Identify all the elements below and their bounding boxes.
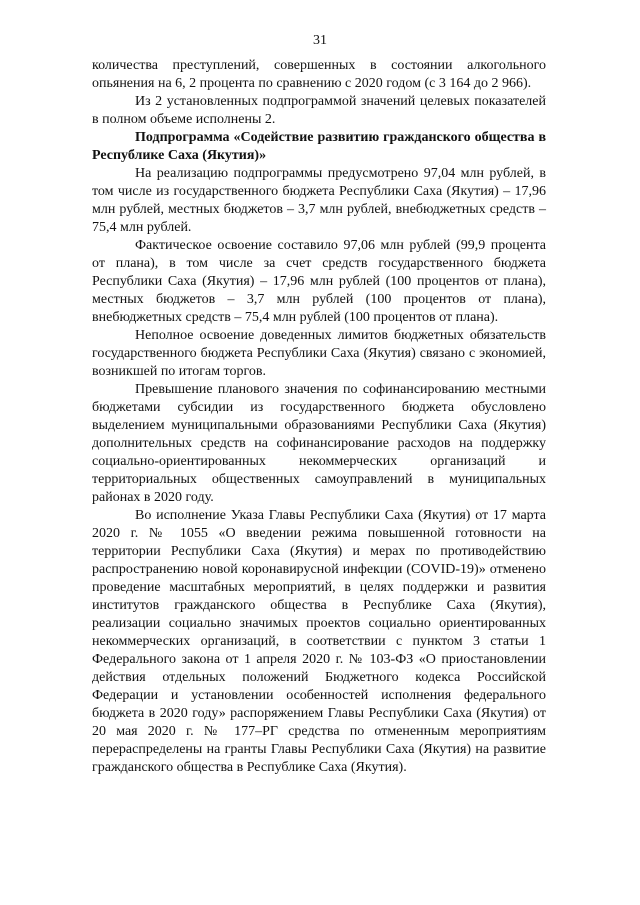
paragraph-covid-decree: Во исполнение Указа Главы Республики Саха (Якутия) от 17 марта 2020 г. № 1055 «О введении режима повышенной готовности на территории Республики Саха (Якутия) и мерах по противодействию распространению новой коронавирусной инфекции (COVID-19)» отменено проведение масштабных мероприятий, в целях поддержки и развития институтов гражданского общества в Республике Саха (Якутия), реализации социально значимых проектов социально ориентированных некоммерческих организаций, в соответствии с пунктом 3 статьи 1 Федерального закона от 1 апреля 2020 г. № 103-ФЗ «О приостановлении действия отдельных положений Бюджетного кодекса Российской Федерации и установлении особенностей исполнения федерального бюджета в 2020 году» распоряжением Главы Республики Саха (Якутия) от 20 мая 2020 г. № 177–РГ средства по отмененным мероприятиям перераспределены на гранты Главы Республики Саха (Якутия) на развитие гражданского общества в Республике Саха (Якутия). bbox=[92, 508, 546, 775]
paragraph-excess-cofinancing: Превышение планового значения по софинансированию местными бюджетами субсидии из государственного бюджета обусловлено выделением муниципальными образованиями Республики Саха (Якутия) дополнительных средств на софинансирование расходов на поддержку социально-ориентированных некоммерческих организаций и территориальных общественных самоуправлений в муниципальных районах в 2020 году. bbox=[92, 382, 546, 505]
paragraph-targets: Из 2 установленных подпрограммой значений целевых показателей в полном объеме исполнены 2. bbox=[92, 94, 546, 127]
paragraph-incomplete-use: Неполное освоение доведенных лимитов бюджетных обязательств государственного бюджета Республики Саха (Якутия) связано с экономией, возникшей по итогам торгов. bbox=[92, 328, 546, 379]
document-body bbox=[92, 57, 546, 777]
subprogram-heading: Подпрограмма «Содействие развитию гражданского общества в Республике Саха (Якутия)» bbox=[92, 130, 546, 163]
paragraph-funding-actual: Фактическое освоение составило 97,06 млн рублей (99,9 процента от плана), в том числе за счет средств государственного бюджета Республики Саха (Якутия) – 17,96 млн рублей (100 процентов от плана), местных бюджетов – 3,7 млн рублей (100 процентов от плана), внебюджетных средств – 75,4 млн рублей (100 процентов от плана). bbox=[92, 238, 546, 325]
paragraph-continuation: количества преступлений, совершенных в состоянии алкогольного опьянения на 6, 2 процента по сравнению с 2020 годом (с 3 164 до 2 966). bbox=[92, 58, 546, 91]
page-number: 31 bbox=[313, 33, 327, 48]
paragraph-funding-planned: На реализацию подпрограммы предусмотрено 97,04 млн рублей, в том числе из государственного бюджета Республики Саха (Якутия) – 17,96 млн рублей, местных бюджетов – 3,7 млн рублей, внебюджетных средств – 75,4 млн рублей. bbox=[92, 166, 546, 235]
